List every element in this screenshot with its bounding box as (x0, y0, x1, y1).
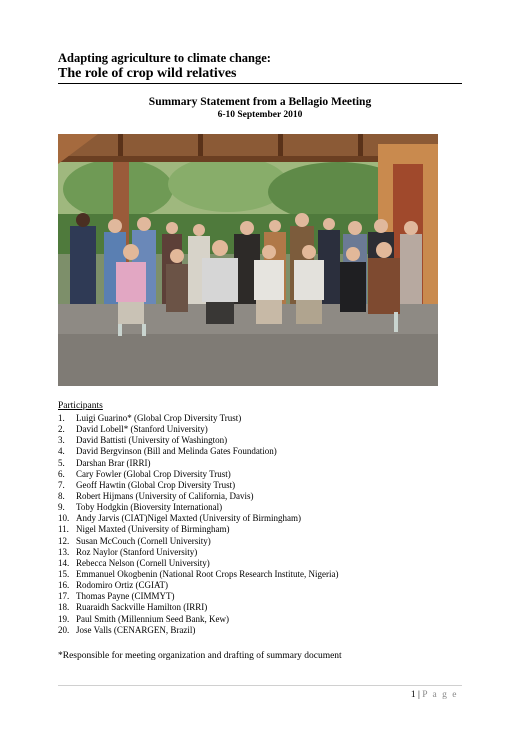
participant-item (58, 625, 338, 636)
participant-number: 14. (58, 557, 70, 568)
participant-number: 4. (58, 446, 65, 457)
participant-number: 17. (58, 591, 70, 602)
participant-name: Thomas Payne (CIMMYT) (76, 591, 175, 602)
participant-number: 3. (58, 435, 65, 446)
participant-name: David Bergvinson (Bill and Melinda Gates Foundation) (76, 446, 277, 457)
participant-number: 19. (58, 613, 70, 624)
participant-name: Ruaraidh Sackville Hamilton (IRRI) (76, 602, 208, 613)
participant-item (58, 591, 338, 602)
participant-item (58, 413, 338, 424)
participant-name: Paul Smith (Millennium Seed Bank, Kew) (76, 613, 229, 624)
participant-number: 15. (58, 568, 70, 579)
participant-name: Jose Valls (CENARGEN, Brazil) (76, 624, 196, 635)
participant-item (58, 602, 338, 613)
participant-name: David Lobell* (Stanford University) (76, 424, 208, 435)
participant-number: 20. (58, 624, 70, 635)
meeting-dates: 6-10 September 2010 (217, 110, 303, 120)
participant-number: 6. (58, 468, 65, 479)
participant-name: Andy Jarvis (CIAT)Nigel Maxted (University of Birmingham) (76, 513, 301, 524)
footnote: *Responsible for meeting organization and drafting of summary document (58, 651, 342, 661)
participant-number: 18. (58, 602, 70, 613)
participant-name: Nigel Maxted (University of Birmingham) (76, 524, 230, 535)
participant-name: Rodomiro Ortiz (CGIAT) (76, 580, 168, 591)
participant-number: 7. (58, 479, 65, 490)
participant-number: 8. (58, 490, 65, 501)
participant-item (58, 547, 338, 558)
participant-item (58, 569, 338, 580)
participant-number: 5. (58, 457, 65, 468)
participant-list (58, 413, 338, 636)
title-divider (58, 83, 462, 84)
document-title-line1: Adapting agriculture to climate change: (58, 51, 271, 65)
footer-divider (58, 685, 462, 686)
participant-name: Robert Hijmans (University of California, Davis) (76, 490, 254, 501)
participant-item (58, 435, 338, 446)
participant-item (58, 469, 338, 480)
participant-item (58, 513, 338, 524)
page-separator: | (417, 690, 420, 700)
participant-name: Geoff Hawtin (Global Crop Diversity Trust) (76, 479, 236, 490)
participant-item (58, 614, 338, 625)
participant-number: 13. (58, 546, 70, 557)
participant-name: Toby Hodgkin (Bioversity International) (76, 502, 223, 513)
page-number: 1 (410, 690, 416, 700)
participant-name: Susan McCouch (Cornell University) (76, 535, 211, 546)
participant-number: 9. (58, 502, 65, 513)
participant-name: Emmanuel Okogbenin (National Root Crops Research Institute, Nigeria) (76, 568, 339, 579)
participant-number: 16. (58, 580, 70, 591)
participant-item (58, 446, 338, 457)
participant-name: Darshan Brar (IRRI) (76, 457, 151, 468)
participant-name: Rebecca Nelson (Cornell University) (76, 557, 210, 568)
participant-number: 10. (58, 513, 70, 524)
page-word: P a g e (422, 690, 458, 700)
participant-number: 11. (58, 524, 69, 535)
participant-item (58, 524, 338, 535)
participant-item (58, 424, 338, 435)
group-photo (58, 134, 438, 386)
page-footer (411, 690, 458, 700)
participant-name: Luigi Guarino* (Global Crop Diversity Trust) (76, 413, 242, 423)
participant-number: 1. (58, 413, 65, 423)
participant-item (58, 536, 338, 547)
participant-number: 12. (58, 535, 70, 546)
participant-name: David Battisti (University of Washington) (76, 435, 228, 446)
document-title-line2: The role of crop wild relatives (58, 66, 237, 81)
participant-item (58, 491, 338, 502)
participant-name: Cary Fowler (Global Crop Diversity Trust) (76, 468, 231, 479)
participant-number: 2. (58, 424, 65, 435)
summary-heading: Summary Statement from a Bellagio Meeting (148, 96, 372, 108)
participant-item (58, 502, 338, 513)
participant-name: Roz Naylor (Stanford University) (76, 546, 198, 557)
participant-item (58, 458, 338, 469)
participant-item (58, 558, 338, 569)
participant-item (58, 580, 338, 591)
participant-item (58, 480, 338, 491)
participants-heading: Participants (58, 401, 103, 411)
